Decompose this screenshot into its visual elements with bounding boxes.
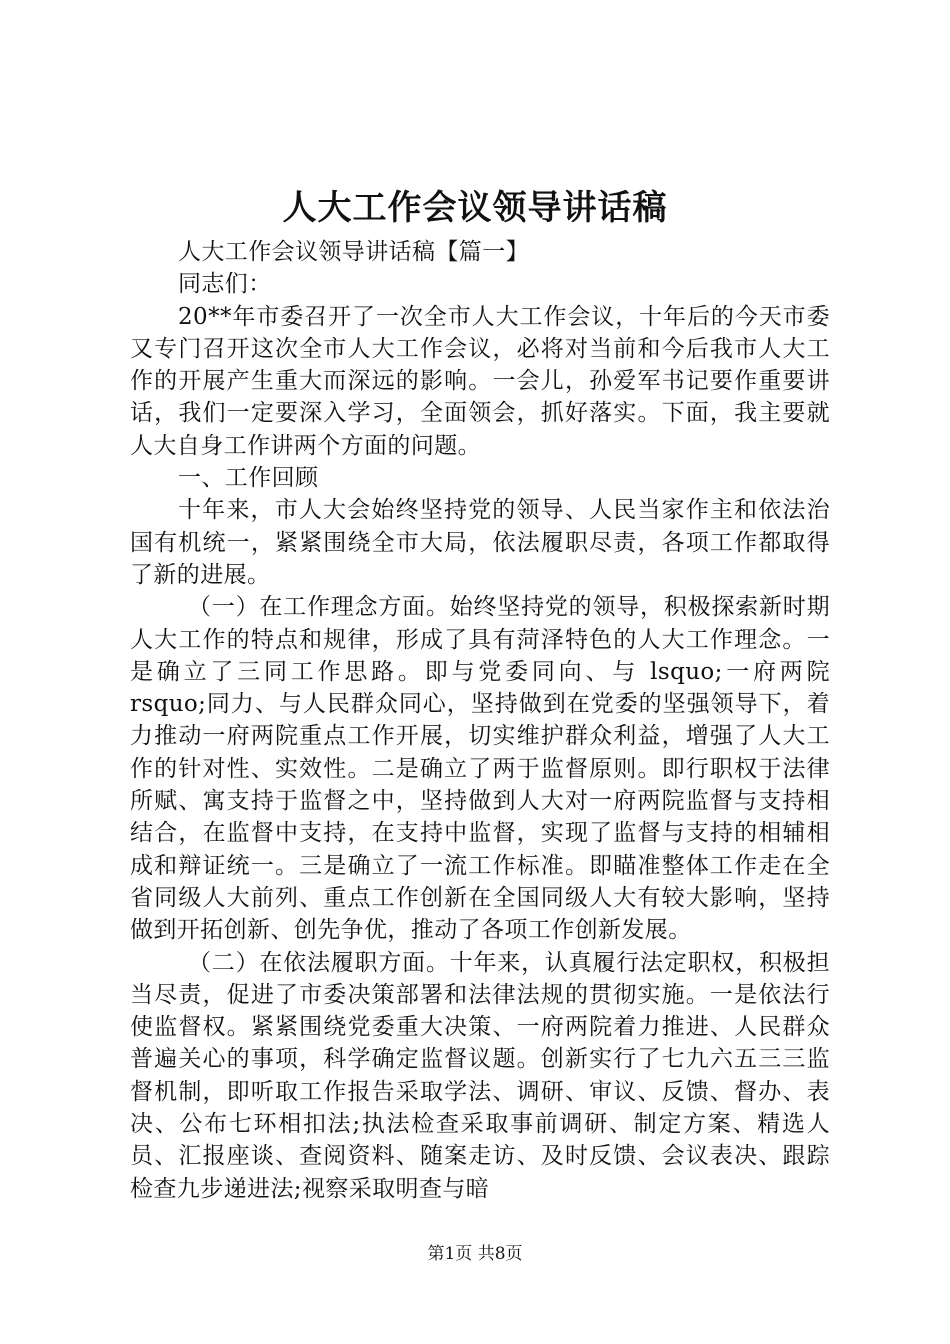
document-title: 人大工作会议领导讲话稿 [282,188,668,228]
paragraph-concept: （一）在工作理念方面。始终坚持党的领导，积极探索新时期人大工作的特点和规律，形成了具有菏泽特色的人大工作理念。一是确立了三同工作思路。即与党委同向、与 lsquo;一府两院 rsquo;同力、与人民群众同心，坚持做到在党委的坚强领导下，着力推动一府两院重点工作开展，切实维护群众利益，增强了人大工作的针对性、实效性。二是确立了两于监督原则。即行职权于法律所赋、寓支持于监督之中，坚持做到人大对一府两院监督与支持相结合，在监督中支持，在支持中监督，实现了监督与支持的相辅相成和辩证统一。三是确立了一流工作标准。即瞄准整体工作走在全省同级人大前列、重点工作创新在全国同级人大有较大影响，坚持做到开拓创新、创先争优，推动了各项工作创新发展。 [130,594,830,944]
paragraph-subtitle: 人大工作会议领导讲话稿【篇一】 [178,239,529,265]
page-number-footer: 第1页 共8页 [427,1244,523,1264]
section-heading: 一、工作回顾 [178,465,319,492]
paragraph-duties: （二）在依法履职方面。十年来，认真履行法定职权，积极担当尽责，促进了市委决策部署和法律法规的贯彻实施。一是依法行使监督权。紧紧围绕党委重大决策、一府两院着力推进、人民群众普遍关心的事项，科学确定监督议题。创新实行了七九六五三三监督机制，即听取工作报告采取学法、调研、审议、反馈、督办、表决、公布七环相扣法;执法检查采取事前调研、制定方案、精选人员、汇报座谈、查阅资料、随案走访、及时反馈、会议表决、跟踪检查九步递进法;视察采取明查与暗 [130,949,830,1202]
paragraph-intro: 20**年市委召开了一次全市人大工作会议，十年后的今天市委又专门召开这次全市人大工作会议，必将对当前和今后我市人大工作的开展产生重大而深远的影响。一会儿，孙爱军书记要作重要讲话，我们一定要深入学习，全面领会，抓好落实。下面，我主要就人大自身工作讲两个方面的问题。 [130,303,830,459]
paragraph-salutation: 同志们： [178,271,272,298]
paragraph-review: 十年来，市人大会始终坚持党的领导、人民当家作主和依法治国有机统一，紧紧围绕全市大局，依法履职尽责，各项工作都取得了新的进展。 [130,497,830,588]
document-body [130,236,830,1205]
